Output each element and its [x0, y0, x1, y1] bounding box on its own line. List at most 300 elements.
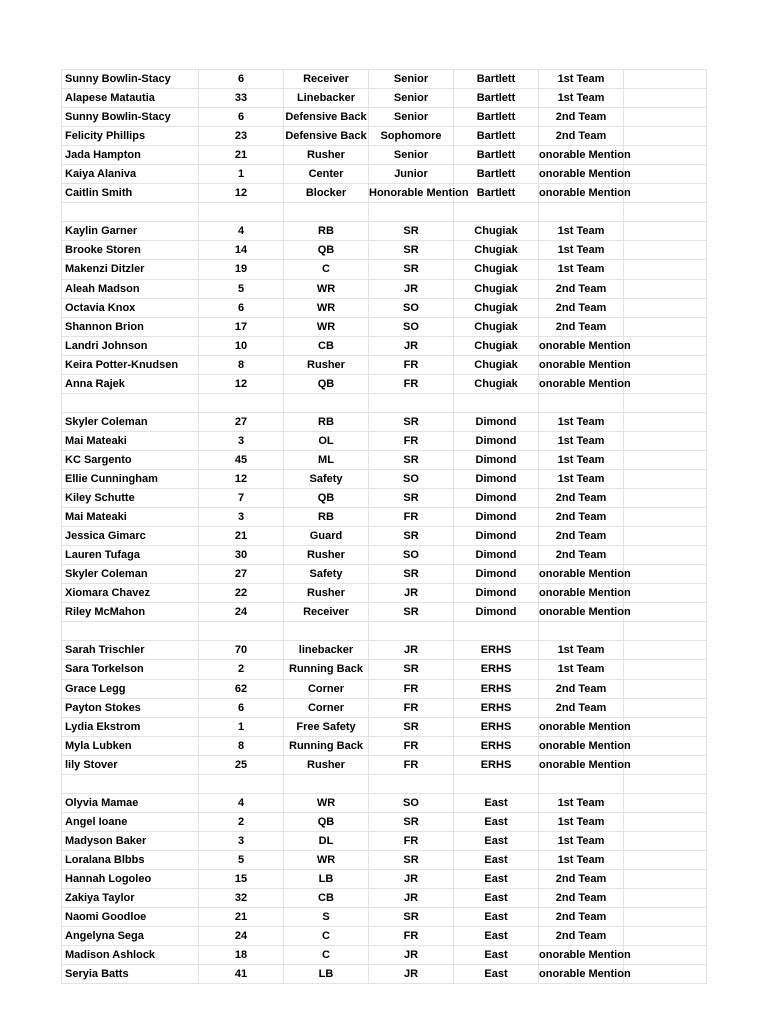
jersey-number-cell: 6	[199, 298, 284, 317]
player-name-cell: Jessica Gimarc	[62, 527, 199, 546]
table-row	[62, 374, 707, 393]
class-year-cell: FR	[369, 431, 454, 450]
school-cell: Chugiak	[454, 241, 539, 260]
player-name-cell: Alapese Matautia	[62, 89, 199, 108]
table-row	[62, 698, 707, 717]
blank-separator-row	[62, 393, 707, 412]
class-year-cell: JR	[369, 889, 454, 908]
team-honor-cell: 2nd Team	[539, 108, 624, 127]
roster-table	[61, 69, 707, 984]
spreadsheet	[61, 69, 706, 984]
empty-cell	[624, 89, 707, 108]
position-cell: Free Safety	[284, 717, 369, 736]
team-honor-cell: 1st Team	[539, 222, 624, 241]
team-honor-cell: 2nd Team	[539, 889, 624, 908]
team-honor-cell: 1st Team	[539, 70, 624, 89]
empty-cell	[199, 774, 284, 793]
team-honor-cell: 2nd Team	[539, 508, 624, 527]
table-row	[62, 565, 707, 584]
jersey-number-cell: 2	[199, 660, 284, 679]
table-row	[62, 336, 707, 355]
team-honor-cell: 2nd Team	[539, 927, 624, 946]
class-year-cell: FR	[369, 508, 454, 527]
class-year-cell: SR	[369, 908, 454, 927]
position-cell: Guard	[284, 527, 369, 546]
player-name-cell: Hannah Logoleo	[62, 869, 199, 888]
empty-cell	[624, 812, 707, 831]
school-cell: Bartlett	[454, 146, 539, 165]
school-cell: Chugiak	[454, 260, 539, 279]
position-cell: Corner	[284, 698, 369, 717]
school-cell: Dimond	[454, 412, 539, 431]
player-name-cell: Sunny Bowlin-Stacy	[62, 108, 199, 127]
table-row	[62, 603, 707, 622]
position-cell: Receiver	[284, 70, 369, 89]
class-year-cell: FR	[369, 927, 454, 946]
team-honor-cell: 1st Team	[539, 241, 624, 260]
team-honor-cell: onorable Mention	[539, 584, 624, 603]
table-row	[62, 679, 707, 698]
empty-cell	[624, 469, 707, 488]
school-cell: ERHS	[454, 641, 539, 660]
player-name-cell: Caitlin Smith	[62, 184, 199, 203]
empty-cell	[199, 622, 284, 641]
position-cell: Defensive Back	[284, 127, 369, 146]
class-year-cell: SR	[369, 450, 454, 469]
team-honor-cell: onorable Mention	[539, 965, 624, 984]
team-honor-cell: 1st Team	[539, 793, 624, 812]
team-honor-cell: onorable Mention	[539, 717, 624, 736]
jersey-number-cell: 4	[199, 222, 284, 241]
position-cell: QB	[284, 374, 369, 393]
jersey-number-cell: 5	[199, 279, 284, 298]
empty-cell	[62, 774, 199, 793]
class-year-cell: SR	[369, 527, 454, 546]
team-honor-cell: 1st Team	[539, 660, 624, 679]
team-honor-cell: 1st Team	[539, 431, 624, 450]
position-cell: Rusher	[284, 755, 369, 774]
jersey-number-cell: 1	[199, 165, 284, 184]
empty-cell	[369, 393, 454, 412]
empty-cell	[539, 774, 624, 793]
table-row	[62, 831, 707, 850]
empty-cell	[624, 355, 707, 374]
empty-cell	[369, 622, 454, 641]
school-cell: Bartlett	[454, 184, 539, 203]
blank-separator-row	[62, 774, 707, 793]
jersey-number-cell: 3	[199, 831, 284, 850]
school-cell: Chugiak	[454, 222, 539, 241]
jersey-number-cell: 12	[199, 374, 284, 393]
team-honor-cell: 2nd Team	[539, 869, 624, 888]
empty-cell	[539, 393, 624, 412]
table-row	[62, 260, 707, 279]
empty-cell	[624, 412, 707, 431]
empty-cell	[539, 622, 624, 641]
player-name-cell: Skyler Coleman	[62, 565, 199, 584]
school-cell: East	[454, 889, 539, 908]
table-row	[62, 489, 707, 508]
player-name-cell: Xiomara Chavez	[62, 584, 199, 603]
team-honor-cell: onorable Mention	[539, 755, 624, 774]
position-cell: RB	[284, 412, 369, 431]
class-year-cell: SO	[369, 317, 454, 336]
class-year-cell: JR	[369, 946, 454, 965]
empty-cell	[624, 203, 707, 222]
class-year-cell: FR	[369, 355, 454, 374]
team-honor-cell: 1st Team	[539, 260, 624, 279]
empty-cell	[624, 393, 707, 412]
class-year-cell: Sophomore	[369, 127, 454, 146]
position-cell: linebacker	[284, 641, 369, 660]
player-name-cell: KC Sargento	[62, 450, 199, 469]
empty-cell	[624, 508, 707, 527]
team-honor-cell: 1st Team	[539, 812, 624, 831]
school-cell: Chugiak	[454, 317, 539, 336]
table-row	[62, 412, 707, 431]
table-row	[62, 869, 707, 888]
player-name-cell: Makenzi Ditzler	[62, 260, 199, 279]
position-cell: C	[284, 927, 369, 946]
team-honor-cell: 2nd Team	[539, 698, 624, 717]
empty-cell	[624, 298, 707, 317]
school-cell: Dimond	[454, 450, 539, 469]
school-cell: Chugiak	[454, 374, 539, 393]
team-honor-cell: 1st Team	[539, 641, 624, 660]
team-honor-cell: 2nd Team	[539, 298, 624, 317]
table-row	[62, 812, 707, 831]
team-honor-cell: onorable Mention	[539, 946, 624, 965]
position-cell: OL	[284, 431, 369, 450]
table-row	[62, 660, 707, 679]
player-name-cell: Grace Legg	[62, 679, 199, 698]
player-name-cell: Shannon Brion	[62, 317, 199, 336]
school-cell: Bartlett	[454, 165, 539, 184]
empty-cell	[284, 203, 369, 222]
table-row	[62, 165, 707, 184]
team-honor-cell: onorable Mention	[539, 603, 624, 622]
empty-cell	[624, 127, 707, 146]
school-cell: Dimond	[454, 584, 539, 603]
player-name-cell: Sunny Bowlin-Stacy	[62, 70, 199, 89]
team-honor-cell: 2nd Team	[539, 546, 624, 565]
class-year-cell: Junior	[369, 165, 454, 184]
class-year-cell: SR	[369, 222, 454, 241]
position-cell: LB	[284, 869, 369, 888]
empty-cell	[624, 108, 707, 127]
jersey-number-cell: 62	[199, 679, 284, 698]
class-year-cell: JR	[369, 584, 454, 603]
player-name-cell: Mai Mateaki	[62, 508, 199, 527]
blank-separator-row	[62, 622, 707, 641]
empty-cell	[624, 450, 707, 469]
player-name-cell: Octavia Knox	[62, 298, 199, 317]
school-cell: Dimond	[454, 565, 539, 584]
team-honor-cell: onorable Mention	[539, 565, 624, 584]
player-name-cell: Sarah Trischler	[62, 641, 199, 660]
player-name-cell: Lydia Ekstrom	[62, 717, 199, 736]
school-cell: Chugiak	[454, 279, 539, 298]
position-cell: Defensive Back	[284, 108, 369, 127]
team-honor-cell: 1st Team	[539, 89, 624, 108]
jersey-number-cell: 4	[199, 793, 284, 812]
player-name-cell: Zakiya Taylor	[62, 889, 199, 908]
empty-cell	[369, 203, 454, 222]
position-cell: Rusher	[284, 146, 369, 165]
jersey-number-cell: 21	[199, 527, 284, 546]
position-cell: Running Back	[284, 660, 369, 679]
player-name-cell: Myla Lubken	[62, 736, 199, 755]
class-year-cell: FR	[369, 679, 454, 698]
empty-cell	[624, 431, 707, 450]
class-year-cell: FR	[369, 374, 454, 393]
empty-cell	[624, 584, 707, 603]
table-row	[62, 584, 707, 603]
position-cell: C	[284, 946, 369, 965]
table-row	[62, 89, 707, 108]
team-honor-cell: onorable Mention	[539, 736, 624, 755]
empty-cell	[624, 641, 707, 660]
class-year-cell: JR	[369, 965, 454, 984]
jersey-number-cell: 10	[199, 336, 284, 355]
class-year-cell: SR	[369, 260, 454, 279]
jersey-number-cell: 8	[199, 355, 284, 374]
table-row	[62, 793, 707, 812]
player-name-cell: Madyson Baker	[62, 831, 199, 850]
table-row	[62, 546, 707, 565]
jersey-number-cell: 25	[199, 755, 284, 774]
table-row	[62, 108, 707, 127]
empty-cell	[624, 336, 707, 355]
position-cell: QB	[284, 489, 369, 508]
jersey-number-cell: 70	[199, 641, 284, 660]
empty-cell	[62, 622, 199, 641]
player-name-cell: Sara Torkelson	[62, 660, 199, 679]
empty-cell	[624, 736, 707, 755]
jersey-number-cell: 45	[199, 450, 284, 469]
table-row	[62, 450, 707, 469]
team-honor-cell: 2nd Team	[539, 127, 624, 146]
class-year-cell: SO	[369, 469, 454, 488]
school-cell: Chugiak	[454, 355, 539, 374]
class-year-cell: JR	[369, 279, 454, 298]
class-year-cell: Senior	[369, 70, 454, 89]
jersey-number-cell: 22	[199, 584, 284, 603]
jersey-number-cell: 21	[199, 146, 284, 165]
jersey-number-cell: 6	[199, 70, 284, 89]
empty-cell	[199, 203, 284, 222]
empty-cell	[624, 698, 707, 717]
class-year-cell: FR	[369, 736, 454, 755]
class-year-cell: FR	[369, 755, 454, 774]
school-cell: ERHS	[454, 755, 539, 774]
team-honor-cell: onorable Mention	[539, 165, 624, 184]
school-cell: Chugiak	[454, 298, 539, 317]
position-cell: ML	[284, 450, 369, 469]
school-cell: East	[454, 927, 539, 946]
class-year-cell: JR	[369, 336, 454, 355]
empty-cell	[284, 393, 369, 412]
player-name-cell: Naomi Goodloe	[62, 908, 199, 927]
empty-cell	[624, 260, 707, 279]
jersey-number-cell: 23	[199, 127, 284, 146]
empty-cell	[624, 774, 707, 793]
table-row	[62, 317, 707, 336]
position-cell: QB	[284, 241, 369, 260]
empty-cell	[624, 869, 707, 888]
position-cell: RB	[284, 508, 369, 527]
table-row	[62, 527, 707, 546]
table-row	[62, 355, 707, 374]
empty-cell	[454, 203, 539, 222]
school-cell: East	[454, 869, 539, 888]
empty-cell	[624, 946, 707, 965]
player-name-cell: Mai Mateaki	[62, 431, 199, 450]
jersey-number-cell: 3	[199, 431, 284, 450]
empty-cell	[624, 70, 707, 89]
jersey-number-cell: 6	[199, 108, 284, 127]
empty-cell	[624, 527, 707, 546]
class-year-cell: SR	[369, 717, 454, 736]
table-row	[62, 70, 707, 89]
empty-cell	[284, 622, 369, 641]
empty-cell	[624, 222, 707, 241]
school-cell: Dimond	[454, 546, 539, 565]
team-honor-cell: onorable Mention	[539, 146, 624, 165]
empty-cell	[624, 889, 707, 908]
empty-cell	[624, 279, 707, 298]
table-row	[62, 241, 707, 260]
table-row	[62, 184, 707, 203]
player-name-cell: Seryia Batts	[62, 965, 199, 984]
class-year-cell: SR	[369, 850, 454, 869]
class-year-cell: SR	[369, 812, 454, 831]
player-name-cell: Felicity Phillips	[62, 127, 199, 146]
blank-separator-row	[62, 203, 707, 222]
player-name-cell: Payton Stokes	[62, 698, 199, 717]
school-cell: Chugiak	[454, 336, 539, 355]
jersey-number-cell: 3	[199, 508, 284, 527]
position-cell: Safety	[284, 469, 369, 488]
jersey-number-cell: 8	[199, 736, 284, 755]
empty-cell	[369, 774, 454, 793]
jersey-number-cell: 14	[199, 241, 284, 260]
school-cell: ERHS	[454, 736, 539, 755]
empty-cell	[624, 679, 707, 698]
jersey-number-cell: 24	[199, 927, 284, 946]
table-row	[62, 146, 707, 165]
school-cell: Dimond	[454, 489, 539, 508]
school-cell: Dimond	[454, 469, 539, 488]
empty-cell	[624, 622, 707, 641]
jersey-number-cell: 33	[199, 89, 284, 108]
team-honor-cell: 2nd Team	[539, 908, 624, 927]
jersey-number-cell: 27	[199, 412, 284, 431]
table-row	[62, 755, 707, 774]
school-cell: Dimond	[454, 431, 539, 450]
school-cell: ERHS	[454, 717, 539, 736]
table-row	[62, 222, 707, 241]
empty-cell	[624, 603, 707, 622]
table-row	[62, 850, 707, 869]
table-row	[62, 469, 707, 488]
empty-cell	[624, 660, 707, 679]
table-row	[62, 279, 707, 298]
position-cell: C	[284, 260, 369, 279]
jersey-number-cell: 27	[199, 565, 284, 584]
empty-cell	[624, 165, 707, 184]
position-cell: Blocker	[284, 184, 369, 203]
class-year-cell: SO	[369, 298, 454, 317]
player-name-cell: Aleah Madson	[62, 279, 199, 298]
table-row	[62, 927, 707, 946]
class-year-cell: FR	[369, 698, 454, 717]
team-honor-cell: onorable Mention	[539, 336, 624, 355]
player-name-cell: Angel Ioane	[62, 812, 199, 831]
table-row	[62, 127, 707, 146]
table-row	[62, 736, 707, 755]
table-row	[62, 508, 707, 527]
player-name-cell: Olyvia Mamae	[62, 793, 199, 812]
school-cell: Bartlett	[454, 89, 539, 108]
jersey-number-cell: 12	[199, 469, 284, 488]
jersey-number-cell: 17	[199, 317, 284, 336]
empty-cell	[624, 565, 707, 584]
jersey-number-cell: 24	[199, 603, 284, 622]
team-honor-cell: 2nd Team	[539, 489, 624, 508]
empty-cell	[624, 146, 707, 165]
position-cell: LB	[284, 965, 369, 984]
jersey-number-cell: 6	[199, 698, 284, 717]
position-cell: DL	[284, 831, 369, 850]
empty-cell	[624, 965, 707, 984]
empty-cell	[199, 393, 284, 412]
team-honor-cell: onorable Mention	[539, 374, 624, 393]
school-cell: East	[454, 946, 539, 965]
jersey-number-cell: 32	[199, 889, 284, 908]
jersey-number-cell: 5	[199, 850, 284, 869]
team-honor-cell: 1st Team	[539, 831, 624, 850]
table-row	[62, 908, 707, 927]
jersey-number-cell: 41	[199, 965, 284, 984]
school-cell: East	[454, 965, 539, 984]
table-row	[62, 298, 707, 317]
player-name-cell: Ellie Cunningham	[62, 469, 199, 488]
player-name-cell: Angelyna Sega	[62, 927, 199, 946]
team-honor-cell: onorable Mention	[539, 355, 624, 374]
jersey-number-cell: 2	[199, 812, 284, 831]
table-row	[62, 717, 707, 736]
table-row	[62, 889, 707, 908]
empty-cell	[624, 850, 707, 869]
team-honor-cell: 1st Team	[539, 412, 624, 431]
position-cell: QB	[284, 812, 369, 831]
position-cell: Rusher	[284, 584, 369, 603]
class-year-cell: Senior	[369, 89, 454, 108]
player-name-cell: Skyler Coleman	[62, 412, 199, 431]
player-name-cell: Lauren Tufaga	[62, 546, 199, 565]
player-name-cell: Landri Johnson	[62, 336, 199, 355]
jersey-number-cell: 30	[199, 546, 284, 565]
team-honor-cell: 1st Team	[539, 450, 624, 469]
empty-cell	[624, 717, 707, 736]
player-name-cell: Brooke Storen	[62, 241, 199, 260]
empty-cell	[62, 393, 199, 412]
jersey-number-cell: 19	[199, 260, 284, 279]
position-cell: CB	[284, 336, 369, 355]
team-honor-cell: 2nd Team	[539, 279, 624, 298]
empty-cell	[624, 374, 707, 393]
